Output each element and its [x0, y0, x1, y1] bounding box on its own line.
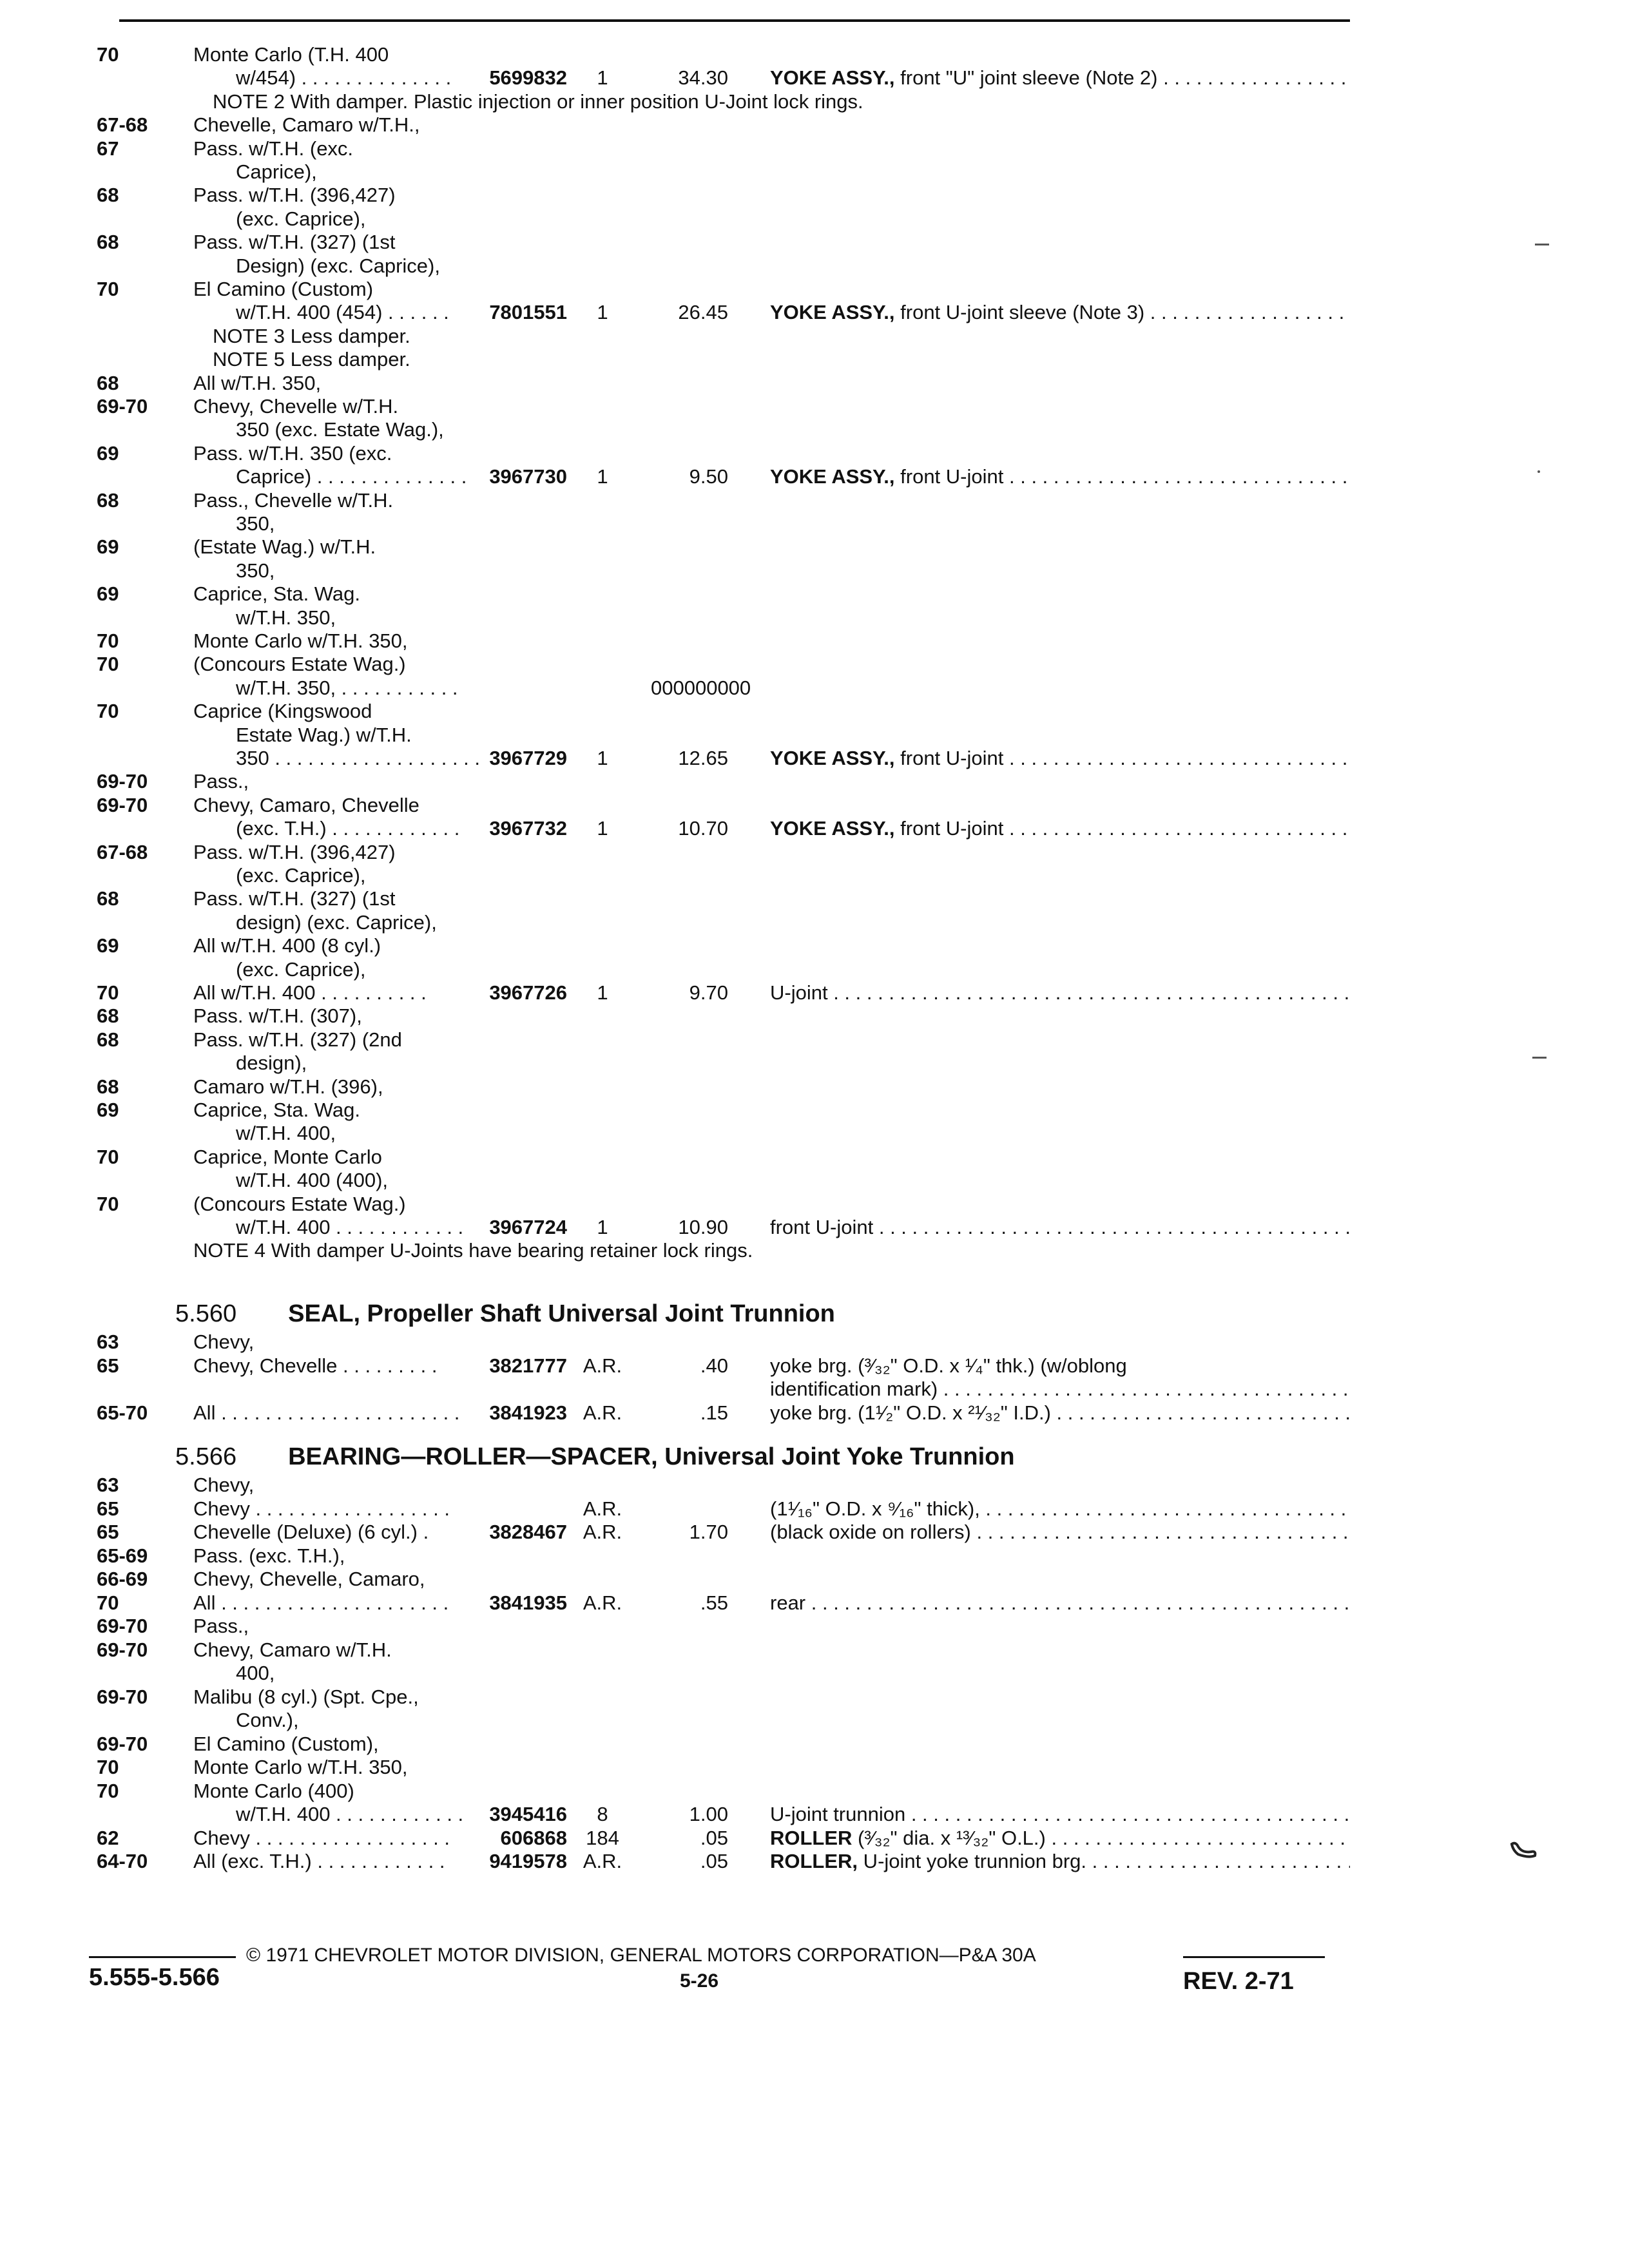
catalog-line [0, 324, 1629, 349]
application-text: Pass. w/T.H. (396,427) [193, 184, 396, 207]
model-years: 68 [97, 231, 119, 254]
part-name: YOKE ASSY., [770, 66, 895, 90]
application-text: All . . . . . . . . . . . . . . . . . . . . . [193, 1591, 449, 1614]
application-text: Pass., [193, 770, 249, 793]
model-years: 70 [97, 981, 119, 1004]
part-description [770, 1849, 1350, 1874]
section-title: SEAL, Propeller Shaft Universal Joint Trunnion [288, 1300, 835, 1327]
model-years: 69 [97, 1099, 119, 1121]
part-name: YOKE ASSY., [770, 747, 895, 769]
quantity: 1 [597, 747, 608, 769]
part-detail: (1¹⁄₁₆" O.D. x ⁹⁄₁₆" thick), [770, 1497, 980, 1520]
part-number: 9419578 [489, 1850, 567, 1872]
price: 1.00 [689, 1803, 728, 1825]
application-text: NOTE 4 With damper U-Joints have bearing retainer lock rings. [193, 1239, 753, 1262]
part-detail: U-joint yoke trunnion brg. [858, 1850, 1087, 1872]
part-detail: front U-joint [894, 465, 1004, 488]
catalog-line [0, 793, 1629, 818]
catalog-line [0, 863, 1629, 888]
catalog-line [0, 582, 1629, 606]
model-years: 62 [97, 1826, 119, 1849]
part-number: 3967729 [489, 747, 567, 769]
model-years: 70 [97, 1591, 119, 1614]
part-detail: yoke brg. (1¹⁄₂" O.D. x ²¹⁄₃₂" I.D.) [770, 1401, 1051, 1424]
quantity: A.R. [583, 1521, 622, 1543]
catalog-line [0, 1192, 1629, 1216]
application-text: Chevelle (Deluxe) (6 cyl.) . [193, 1521, 429, 1543]
application-text: Chevy . . . . . . . . . . . . . . . . . . [193, 1826, 450, 1849]
catalog-line [0, 488, 1629, 513]
quantity: 1 [597, 465, 608, 488]
model-years: 67 [97, 137, 119, 160]
catalog-line [0, 816, 1629, 841]
model-years: 65-69 [97, 1544, 148, 1567]
application-text: Pass. (exc. T.H.), [193, 1544, 345, 1567]
footer-section-range: 5.555-5.566 [89, 1964, 220, 1991]
application-text: Monte Carlo w/T.H. 350, [193, 1756, 408, 1778]
part-name: ROLLER [770, 1826, 853, 1849]
application-text: Caprice), [236, 160, 317, 183]
catalog-line [0, 371, 1629, 396]
model-years: 70 [97, 43, 119, 66]
part-description [770, 1520, 1350, 1544]
catalog-line [0, 629, 1629, 653]
price: .55 [700, 1591, 728, 1614]
catalog-line [0, 183, 1629, 207]
part-number: 3967726 [489, 981, 567, 1004]
footer-rule-right [1183, 1956, 1325, 1958]
part-number: 3967732 [489, 817, 567, 840]
application-text: (Concours Estate Wag.) [193, 653, 406, 676]
footer-page-number: 5-26 [680, 1970, 719, 1992]
catalog-line [0, 1708, 1629, 1733]
part-detail: U-joint [770, 981, 828, 1004]
model-years: 69-70 [97, 1615, 148, 1637]
model-years: 70 [97, 278, 119, 300]
application-text: (exc. Caprice), [236, 864, 366, 887]
model-years: 68 [97, 887, 119, 910]
model-years: 69 [97, 535, 119, 559]
model-years: 70 [97, 1192, 119, 1215]
application-text: Monte Carlo (T.H. 400 [193, 43, 389, 66]
catalog-line [0, 559, 1629, 583]
application-text: NOTE 3 Less damper. [213, 324, 410, 347]
catalog-line [0, 1098, 1629, 1122]
section-title: BEARING—ROLLER—SPACER, Universal Joint Yoke Trunnion [288, 1443, 1015, 1470]
model-years: 68 [97, 1028, 119, 1051]
part-description [770, 1377, 1350, 1401]
application-text: 400, [236, 1662, 275, 1684]
catalog-line [0, 1238, 1629, 1263]
part-number: 606868 [500, 1826, 567, 1849]
part-detail: front U-joint [770, 1216, 874, 1238]
model-years: 70 [97, 653, 119, 676]
application-text: Chevy, Camaro, Chevelle [193, 793, 419, 816]
application-text: Design) (exc. Caprice), [236, 254, 440, 277]
footer-copyright: © 1971 CHEVROLET MOTOR DIVISION, GENERAL MOTORS CORPORATION—P&A 30A [246, 1945, 1036, 1966]
catalog-line [0, 1330, 1629, 1354]
application-text: Caprice (Kingswood [193, 700, 372, 723]
application-text: w/T.H. 400 (400), [236, 1169, 389, 1192]
quantity: 1 [597, 817, 608, 840]
price: 000000000 [651, 676, 751, 699]
application-text: Chevy, Camaro w/T.H. [193, 1638, 392, 1661]
price: 26.45 [678, 301, 728, 324]
catalog-line [0, 1755, 1629, 1780]
catalog-line [0, 43, 1629, 67]
application-text: Monte Carlo (400) [193, 1779, 354, 1802]
application-text: Caprice, Sta. Wag. [193, 582, 361, 606]
catalog-line [0, 957, 1629, 982]
catalog-line [0, 113, 1629, 137]
footer-revision: REV. 2-71 [1183, 1968, 1294, 1995]
part-detail: identification mark) [770, 1378, 938, 1400]
application-text: Chevy, [193, 1331, 255, 1353]
application-text: Chevy, [193, 1474, 255, 1496]
catalog-line [0, 1732, 1629, 1756]
model-years: 69-70 [97, 1732, 148, 1755]
part-description [770, 1826, 1350, 1850]
price: 9.50 [689, 465, 728, 488]
part-detail: front U-joint [894, 747, 1004, 769]
model-years: 67-68 [97, 113, 148, 137]
model-years: 63 [97, 1331, 119, 1353]
catalog-line [0, 512, 1629, 536]
part-detail: rear [770, 1591, 806, 1614]
model-years: 68 [97, 488, 119, 512]
section-header-5566 [175, 1443, 1015, 1471]
quantity: A.R. [583, 1401, 622, 1424]
quantity: 1 [597, 301, 608, 324]
application-text: Caprice, Sta. Wag. [193, 1099, 361, 1121]
catalog-line [0, 652, 1629, 677]
catalog-line [0, 1567, 1629, 1591]
application-text: Caprice) . . . . . . . . . . . . . . [236, 465, 467, 488]
model-years: 65-70 [97, 1401, 148, 1424]
catalog-line [0, 1145, 1629, 1169]
application-text: 350 (exc. Estate Wag.), [236, 418, 444, 441]
part-detail: front U-joint [894, 817, 1004, 840]
price: .05 [700, 1850, 728, 1872]
application-text: Caprice, Monte Carlo [193, 1145, 382, 1168]
application-text: All w/T.H. 350, [193, 371, 322, 394]
application-text: w/454) . . . . . . . . . . . . . . [236, 66, 452, 90]
catalog-line [0, 277, 1629, 302]
part-description [770, 1354, 1350, 1378]
catalog-line [0, 1497, 1629, 1521]
application-text: All w/T.H. 400 . . . . . . . . . . [193, 981, 427, 1004]
catalog-line [0, 1802, 1629, 1827]
application-text: Monte Carlo w/T.H. 350, [193, 629, 408, 652]
catalog-line [0, 137, 1629, 161]
catalog-line [0, 535, 1629, 559]
price: 9.70 [689, 981, 728, 1004]
part-number: 3821777 [489, 1354, 567, 1377]
model-years: 69-70 [97, 1638, 148, 1661]
top-rule [119, 19, 1350, 22]
model-years: 70 [97, 1145, 119, 1168]
catalog-line [0, 1121, 1629, 1146]
part-detail: U-joint trunnion [770, 1803, 906, 1825]
part-number: 3828467 [489, 1521, 567, 1543]
catalog-line [0, 1520, 1629, 1544]
catalog-line [0, 887, 1629, 911]
application-text: Pass. w/T.H. (327) (1st [193, 231, 396, 254]
catalog-line [0, 746, 1629, 771]
catalog-line [0, 699, 1629, 724]
part-number: 3945416 [489, 1803, 567, 1825]
part-description [770, 1802, 1350, 1827]
part-detail: front "U" joint sleeve (Note 2) [894, 66, 1158, 90]
model-years: 65 [97, 1354, 119, 1377]
price: 10.70 [678, 817, 728, 840]
application-text: Chevy, Chevelle . . . . . . . . . [193, 1354, 438, 1377]
catalog-line [0, 441, 1629, 466]
application-text: 350, [236, 512, 275, 535]
model-years: 70 [97, 700, 119, 723]
catalog-line [0, 840, 1629, 865]
margin-mark [1537, 470, 1540, 473]
application-text: Pass. w/T.H. 350 (exc. [193, 441, 392, 465]
catalog-line [0, 160, 1629, 184]
application-text: w/T.H. 400, [236, 1122, 336, 1145]
catalog-line [0, 1685, 1629, 1709]
catalog-line [0, 1401, 1629, 1425]
quantity: 1 [597, 1216, 608, 1238]
catalog-line [0, 1354, 1629, 1378]
catalog-line [0, 465, 1629, 489]
application-text: Chevy . . . . . . . . . . . . . . . . . . [193, 1497, 450, 1520]
application-text: Chevelle, Camaro w/T.H., [193, 113, 420, 137]
quantity: 1 [597, 981, 608, 1004]
model-years: 65 [97, 1521, 119, 1543]
part-description [770, 66, 1350, 90]
margin-mark [1532, 1057, 1547, 1059]
application-text: w/T.H. 350, [236, 606, 336, 629]
price: .05 [700, 1826, 728, 1849]
catalog-line [0, 1591, 1629, 1615]
catalog-line [0, 769, 1629, 794]
application-text: w/T.H. 400 (454) . . . . . . [236, 301, 449, 324]
model-years: 69 [97, 582, 119, 606]
catalog-line [0, 254, 1629, 278]
application-text: 350, [236, 559, 275, 582]
model-years: 67-68 [97, 840, 148, 863]
application-text: Pass. w/T.H. (327) (1st [193, 887, 396, 910]
model-years: 68 [97, 1004, 119, 1028]
application-text: Pass. w/T.H. (307), [193, 1004, 362, 1028]
application-text: NOTE 5 Less damper. [213, 348, 410, 371]
part-number: 3841935 [489, 1591, 567, 1614]
part-name: ROLLER, [770, 1850, 858, 1872]
application-text: (exc. Caprice), [236, 207, 366, 230]
catalog-line [0, 1028, 1629, 1052]
application-text: design), [236, 1052, 307, 1075]
part-detail: front U-joint sleeve (Note 3) [894, 301, 1145, 324]
model-years: 69-70 [97, 793, 148, 816]
part-number: 7801551 [489, 301, 567, 324]
application-text: NOTE 2 With damper. Plastic injection or inner position U-Joint lock rings. [213, 90, 863, 113]
model-years: 64-70 [97, 1850, 148, 1872]
catalog-line [0, 347, 1629, 372]
part-description [770, 465, 1350, 489]
catalog-line [0, 1614, 1629, 1639]
catalog-line [0, 90, 1629, 114]
part-description [770, 981, 1350, 1005]
catalog-line [0, 1215, 1629, 1240]
part-detail: yoke brg. (³⁄₃₂" O.D. x ¹⁄₄" thk.) (w/oblong [770, 1354, 1127, 1377]
catalog-line [0, 1051, 1629, 1075]
catalog-line [0, 1826, 1629, 1850]
application-text: Pass., Chevelle w/T.H. [193, 488, 394, 512]
part-description [770, 300, 1350, 325]
part-description [770, 1497, 1350, 1521]
application-text: w/T.H. 350, . . . . . . . . . . . [236, 676, 458, 699]
catalog-line [0, 300, 1629, 325]
part-name: YOKE ASSY., [770, 817, 895, 840]
catalog-line [0, 1377, 1629, 1401]
section-number: 5.566 [175, 1443, 237, 1470]
model-years: 68 [97, 184, 119, 207]
application-text: Chevy, Chevelle w/T.H. [193, 395, 399, 418]
application-text: El Camino (Custom), [193, 1732, 379, 1755]
part-description [770, 1215, 1350, 1240]
price: 1.70 [689, 1521, 728, 1543]
part-name: YOKE ASSY., [770, 301, 895, 324]
section-header-5560 [175, 1300, 835, 1328]
catalog-line [0, 1661, 1629, 1686]
model-years: 69-70 [97, 1685, 148, 1708]
application-text: design) (exc. Caprice), [236, 910, 437, 934]
application-text: Camaro w/T.H. (396), [193, 1075, 383, 1098]
part-detail: (³⁄₃₂" dia. x ¹³⁄₃₂" O.L.) [852, 1826, 1046, 1849]
application-text: w/T.H. 400 . . . . . . . . . . . . [236, 1216, 464, 1238]
quantity: 8 [597, 1803, 608, 1825]
model-years: 66-69 [97, 1568, 148, 1590]
application-text: Pass., [193, 1615, 249, 1637]
application-text: Conv.), [236, 1709, 299, 1731]
margin-scribble [1509, 1840, 1539, 1860]
quantity: A.R. [583, 1497, 622, 1520]
application-text: (Estate Wag.) w/T.H. [193, 535, 376, 559]
application-text: (Concours Estate Wag.) [193, 1192, 406, 1215]
part-number: 5699832 [489, 66, 567, 90]
footer-rule-left [89, 1956, 236, 1958]
catalog-line [0, 66, 1629, 90]
catalog-line [0, 934, 1629, 958]
application-text: w/T.H. 400 . . . . . . . . . . . . [236, 1803, 464, 1825]
application-text: Malibu (8 cyl.) (Spt. Cpe., [193, 1685, 419, 1708]
catalog-line [0, 676, 1629, 700]
application-text: All (exc. T.H.) . . . . . . . . . . . . [193, 1850, 445, 1872]
catalog-line [0, 1075, 1629, 1099]
catalog-line [0, 1004, 1629, 1028]
price: .40 [700, 1354, 728, 1377]
application-text: All . . . . . . . . . . . . . . . . . . . . . . [193, 1401, 460, 1424]
model-years: 69-70 [97, 770, 148, 793]
model-years: 65 [97, 1497, 119, 1520]
application-text: Pass. w/T.H. (396,427) [193, 840, 396, 863]
application-text: Chevy, Chevelle, Camaro, [193, 1568, 425, 1590]
model-years: 69 [97, 934, 119, 957]
application-text: All w/T.H. 400 (8 cyl.) [193, 934, 381, 957]
part-number: 3841923 [489, 1401, 567, 1424]
quantity: A.R. [583, 1354, 622, 1377]
part-description [770, 1591, 1350, 1615]
catalog-line [0, 1544, 1629, 1568]
catalog-line [0, 230, 1629, 255]
model-years: 69-70 [97, 395, 148, 418]
quantity: 184 [586, 1826, 619, 1849]
margin-mark [1535, 244, 1549, 245]
price: 10.90 [678, 1216, 728, 1238]
catalog-line [0, 1849, 1629, 1874]
part-number: 3967730 [489, 465, 567, 488]
price: 34.30 [678, 66, 728, 90]
catalog-line [0, 1168, 1629, 1193]
quantity: 1 [597, 66, 608, 90]
model-years: 70 [97, 1756, 119, 1778]
catalog-line [0, 1779, 1629, 1803]
catalog-line [0, 1473, 1629, 1497]
catalog-line [0, 207, 1629, 231]
catalog-line [0, 981, 1629, 1005]
part-description [770, 816, 1350, 841]
application-text: Estate Wag.) w/T.H. [236, 723, 412, 746]
application-text: (exc. T.H.) . . . . . . . . . . . . [236, 817, 460, 840]
model-years: 69 [97, 441, 119, 465]
part-number: 3967724 [489, 1216, 567, 1238]
catalog-line [0, 1638, 1629, 1662]
model-years: 70 [97, 629, 119, 652]
section-number: 5.560 [175, 1300, 237, 1327]
catalog-line [0, 394, 1629, 419]
application-text: Pass. w/T.H. (327) (2nd [193, 1028, 402, 1051]
application-text: 350 . . . . . . . . . . . . . . . . . . . [236, 747, 481, 769]
price: 12.65 [678, 747, 728, 769]
part-name: YOKE ASSY., [770, 465, 895, 488]
model-years: 70 [97, 1779, 119, 1802]
quantity: A.R. [583, 1850, 622, 1872]
part-description [770, 746, 1350, 771]
application-text: (exc. Caprice), [236, 957, 366, 981]
catalog-line [0, 910, 1629, 935]
catalog-line [0, 723, 1629, 747]
model-years: 68 [97, 1075, 119, 1098]
price: .15 [700, 1401, 728, 1424]
part-detail: (black oxide on rollers) [770, 1521, 971, 1543]
model-years: 68 [97, 371, 119, 394]
application-text: Pass. w/T.H. (exc. [193, 137, 354, 160]
model-years: 63 [97, 1474, 119, 1496]
catalog-line [0, 418, 1629, 442]
part-description [770, 1401, 1350, 1425]
catalog-line [0, 606, 1629, 630]
application-text: El Camino (Custom) [193, 278, 374, 300]
quantity: A.R. [583, 1591, 622, 1614]
